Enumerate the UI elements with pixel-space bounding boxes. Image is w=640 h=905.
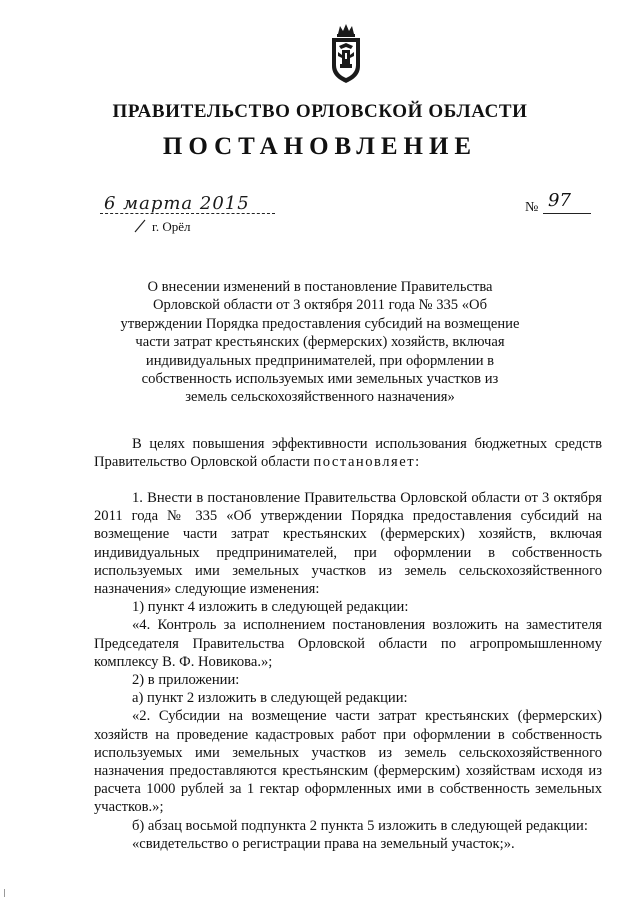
handwritten-number: 97 (548, 190, 571, 211)
paragraph-1-2-a: а) пункт 2 изложить в следующей редакции: (132, 690, 408, 707)
number-underline (543, 213, 591, 214)
paragraph-1-2: 2) в приложении: (132, 672, 240, 689)
paragraph-1-2-a-text: «2. Субсидии на возмещение части затрат крестьянских (фермерских) хозяйств на проведение кадастровых работ при оформлении в собственность используемых ими земельных участков из земель сельскохозяйственного назначения предоставляются крестьянским (фермерским) хозяйствам исходя из расчета 1000 рублей за 1 гектар оформленных ими в собственность земельных участков.»; (94, 708, 602, 816)
decree-word: постановляет: (313, 454, 421, 471)
decree-body (94, 489, 602, 853)
scan-edge-mark (4, 889, 13, 897)
paragraph-1-2-b: б) абзац восьмой подпункта 2 пункта 5 изложить в следующей редакции: (132, 817, 588, 834)
paragraph-1-1: 1) пункт 4 изложить в следующей редакции: (132, 599, 409, 616)
handwritten-date: 6 марта 2015 (104, 193, 250, 214)
paragraph-1-1-text: «4. Контроль за исполнением постановления возложить на заместителя Председателя Правительства Орловской области по агропромышленному комплексу В. Ф. Новикова.»; (94, 617, 602, 670)
document-type: ПОСТАНОВЛЕНИЕ (162, 133, 478, 160)
government-name: ПРАВИТЕЛЬСТВО ОРЛОВСКОЙ ОБЛАСТИ (112, 101, 528, 122)
coat-of-arms-icon (325, 22, 367, 86)
document-subject: О внесении изменений в постановление Правительства Орловской области от 3 октября 2011 года № 335 «Об утверждении Порядка предоставления субсидий на возмещение части затрат крестьянских (фермерских) хозяйств, включая индивидуальных предпринимателей, при оформлении в собственность используемых ими земельных участков из земель сельскохозяйственного назначения» (120, 279, 520, 406)
number-label: № (525, 200, 539, 215)
paragraph-1-2-b-text: «свидетельство о регистрации права на земельный участок;». (132, 835, 515, 852)
paragraph-1: 1. Внести в постановление Правительства Орловской области от 3 октября 2011 года № 335 «Об утверждении Порядка предоставления субсидий на возмещение части затрат крестьянских (фермерских) хозяйств, включая индивидуальных предпринимателей, при оформлении в собственность используемых ими земельных участков из земель сельскохозяйственного назначения» следующие изменения: (94, 490, 602, 598)
preamble-text: В целях повышения эффективности использования бюджетных средств Правительство Орловской области (94, 436, 602, 471)
slash-mark (133, 219, 147, 233)
preamble (94, 435, 602, 471)
city-label: г. Орёл (152, 219, 191, 234)
date-underline (100, 213, 275, 214)
